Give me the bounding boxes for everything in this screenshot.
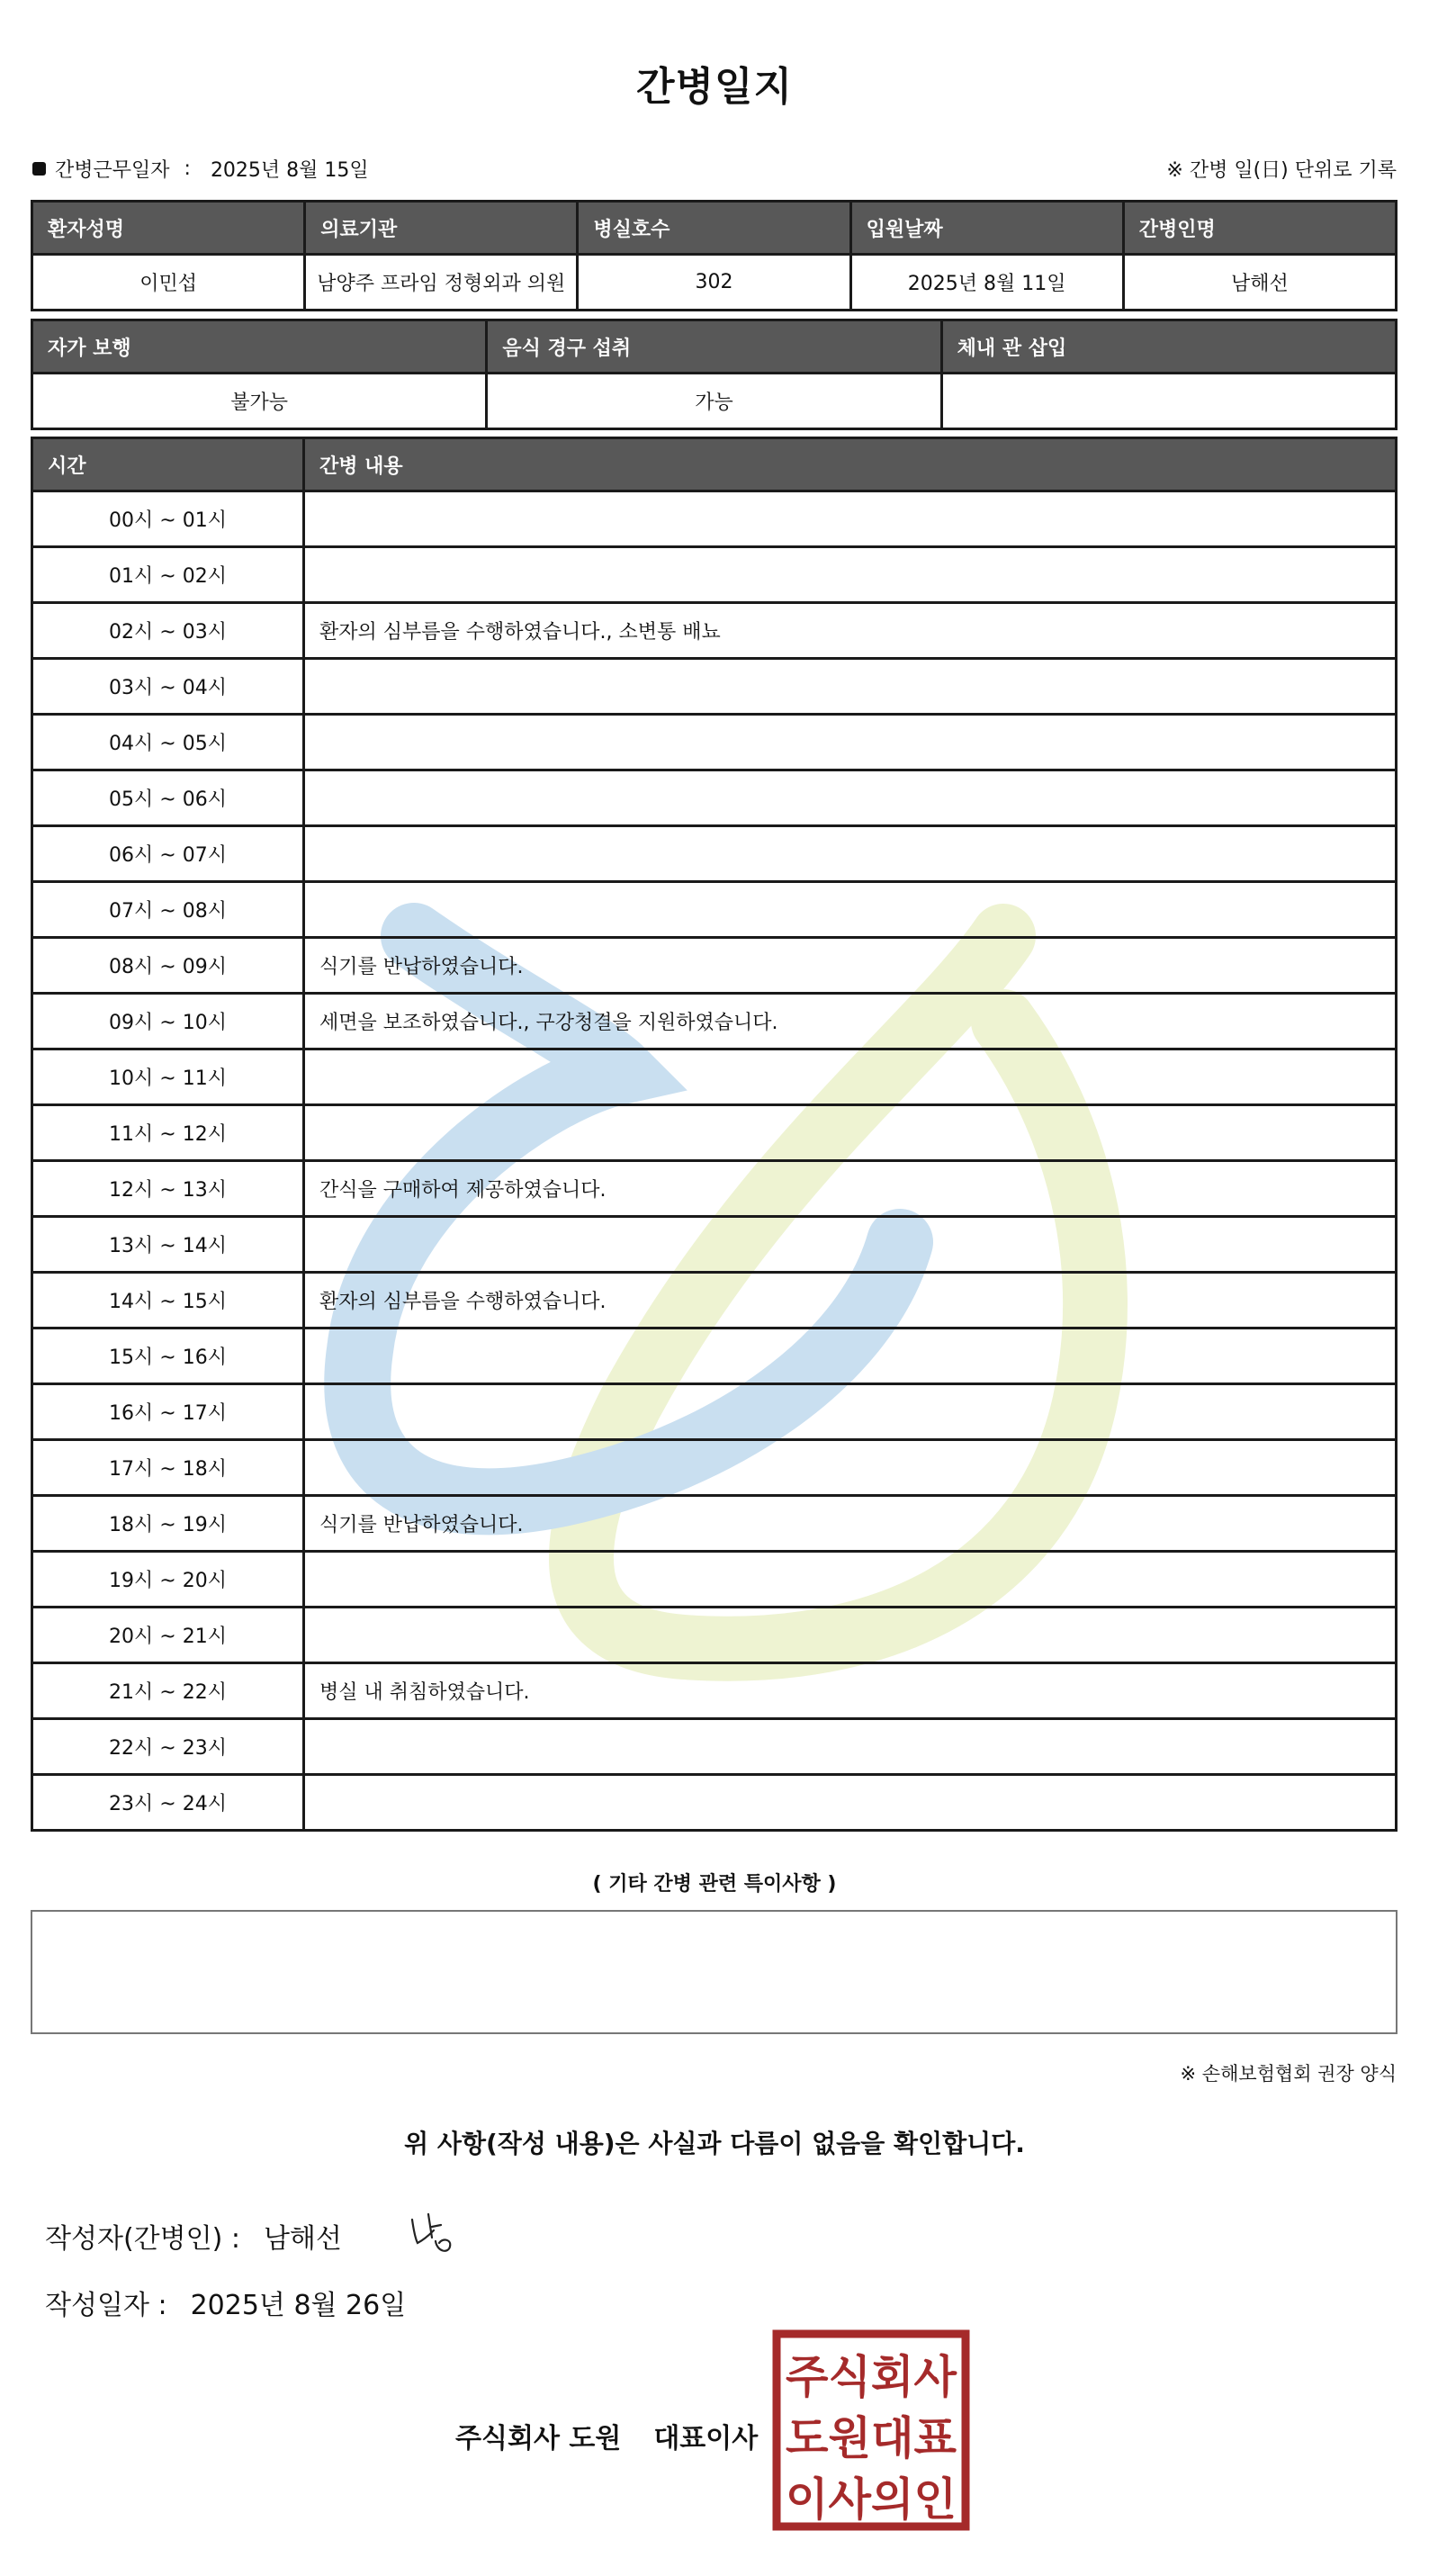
care-log-row [32,1608,1397,1663]
duty-date-line [32,155,369,183]
care-log-time: 04시 ~ 05시 [32,715,304,770]
written-date-line [45,2283,406,2322]
header-patient-name: 환자성명 [32,202,305,255]
care-log-time: 03시 ~ 04시 [32,659,304,715]
care-log-header-row [32,438,1397,491]
header-oral-intake: 음식 경구 섭취 [487,320,941,374]
oral-intake-value: 가능 [487,374,941,429]
hospital-value: 남양주 프라임 정형외과 의원 [305,255,578,311]
care-log-time: 08시 ~ 09시 [32,938,304,994]
care-log-row [32,1775,1397,1831]
handwritten-signature [407,2207,470,2261]
care-log-time: 05시 ~ 06시 [32,770,304,826]
ceo-label: 대표이사 [653,2423,759,2454]
care-log-row [32,1384,1397,1440]
care-log-time: 09시 ~ 10시 [32,994,304,1049]
company-seal [772,2329,970,2531]
care-log-time: 18시 ~ 19시 [32,1496,304,1552]
colon-separator: : [184,158,191,180]
care-log-row [32,994,1397,1049]
care-log-row [32,715,1397,770]
care-log-row [32,1663,1397,1719]
care-log-content [304,826,1397,882]
care-log-row [32,603,1397,659]
patient-info-value-row [32,255,1397,311]
care-log-content: 환자의 심부름을 수행하였습니다. [304,1273,1397,1329]
seal-line-1: 주식회사 [786,2351,957,2403]
care-log-content [304,1384,1397,1440]
care-log-content [304,882,1397,938]
care-log-content: 식기를 반납하였습니다. [304,938,1397,994]
written-date-value: 2025년 8월 26일 [190,2290,407,2321]
care-log-time: 10시 ~ 11시 [32,1049,304,1105]
seal-line-3: 이사의인 [786,2473,957,2526]
care-log-row [32,1273,1397,1329]
writer-line [45,2216,342,2256]
header-admission-date: 입원날짜 [850,202,1123,255]
care-log-time: 00시 ~ 01시 [32,491,304,547]
care-log-time: 07시 ~ 08시 [32,882,304,938]
care-log-row [32,770,1397,826]
care-log-row [32,938,1397,994]
care-log-row [32,1552,1397,1608]
care-log-time: 21시 ~ 22시 [32,1663,304,1719]
care-log-time: 14시 ~ 15시 [32,1273,304,1329]
special-notes-box [31,1910,1398,2034]
tube-insertion-value [941,374,1396,429]
care-log-time: 19시 ~ 20시 [32,1552,304,1608]
care-log-content [304,1329,1397,1384]
care-log-time: 20시 ~ 21시 [32,1608,304,1663]
care-log-content [304,1105,1397,1161]
room-number-value: 302 [578,255,850,311]
care-log-time: 13시 ~ 14시 [32,1217,304,1273]
recommended-form-note: ※ 손해보험협회 권장 양식 [1180,2063,1397,2085]
patient-name-value: 이민섭 [32,255,305,311]
written-date-label: 작성일자 : [45,2290,167,2321]
company-name: 주식회사 도원 [455,2423,622,2454]
header-hospital: 의료기관 [305,202,578,255]
square-bullet-icon [32,162,46,176]
patient-status-table [31,319,1398,430]
header-room-number: 병실호수 [578,202,850,255]
care-log-content [304,1608,1397,1663]
care-log-content [304,1775,1397,1831]
care-log-row [32,826,1397,882]
duty-date-label: 간병근무일자 [55,159,170,182]
care-log-row [32,659,1397,715]
self-walking-value: 불가능 [32,374,487,429]
header-tube-insertion: 체내 관 삽입 [941,320,1396,374]
care-log-content: 병실 내 취침하였습니다. [304,1663,1397,1719]
care-log-row [32,1161,1397,1217]
care-log-row [32,547,1397,603]
document-title: 간병일지 [635,64,793,110]
confirmation-statement: 위 사항(작성 내용)은 사실과 다름이 없음을 확인합니다. [404,2129,1025,2158]
care-log-content [304,491,1397,547]
care-log-row [32,1217,1397,1273]
care-log-body [32,491,1397,1831]
care-log-time: 17시 ~ 18시 [32,1440,304,1496]
care-log-time: 11시 ~ 12시 [32,1105,304,1161]
header-caregiver-name: 간병인명 [1123,202,1396,255]
care-log-content [304,1217,1397,1273]
care-log-time: 02시 ~ 03시 [32,603,304,659]
care-log-row [32,1105,1397,1161]
care-log-row [32,1049,1397,1105]
care-log-row [32,1440,1397,1496]
company-line [455,2416,758,2455]
seal-line-2: 도원대표 [786,2412,957,2464]
care-log-content: 환자의 심부름을 수행하였습니다., 소변통 배뇨 [304,603,1397,659]
patient-status-header-row [32,320,1397,374]
caregiver-name-value: 남해선 [1123,255,1396,311]
care-log-time: 12시 ~ 13시 [32,1161,304,1217]
care-log-content [304,659,1397,715]
care-log-time: 16시 ~ 17시 [32,1384,304,1440]
special-notes-title: ( 기타 간병 관련 특이사항 ) [592,1873,837,1896]
care-log-content: 간식을 구매하여 제공하였습니다. [304,1161,1397,1217]
care-log-content [304,1049,1397,1105]
writer-name: 남해선 [263,2223,342,2255]
record-unit-note: ※ 간병 일(日) 단위로 기록 [1166,159,1397,182]
care-log-row [32,882,1397,938]
care-log-content [304,1440,1397,1496]
care-log-content [304,1552,1397,1608]
header-time: 시간 [32,438,304,491]
care-log-time: 22시 ~ 23시 [32,1719,304,1775]
patient-info-header-row [32,202,1397,255]
care-log-content: 세면을 보조하였습니다., 구강청결을 지원하였습니다. [304,994,1397,1049]
care-log-row [32,491,1397,547]
writer-label: 작성자(간병인) : [45,2223,240,2255]
duty-date-value: 2025년 8월 15일 [210,159,369,182]
care-log-table [31,437,1398,1832]
patient-status-value-row [32,374,1397,429]
care-log-row [32,1719,1397,1775]
care-log-row [32,1329,1397,1384]
patient-info-table [31,200,1398,311]
care-log-time: 15시 ~ 16시 [32,1329,304,1384]
care-log-time: 06시 ~ 07시 [32,826,304,882]
care-log-content [304,770,1397,826]
care-log-time: 01시 ~ 02시 [32,547,304,603]
care-log-content [304,1719,1397,1775]
admission-date-value: 2025년 8월 11일 [850,255,1123,311]
header-self-walking: 자가 보행 [32,320,487,374]
header-care-content: 간병 내용 [304,438,1397,491]
care-log-content [304,715,1397,770]
care-log-content [304,547,1397,603]
care-log-time: 23시 ~ 24시 [32,1775,304,1831]
care-log-content: 식기를 반납하였습니다. [304,1496,1397,1552]
care-log-row [32,1496,1397,1552]
